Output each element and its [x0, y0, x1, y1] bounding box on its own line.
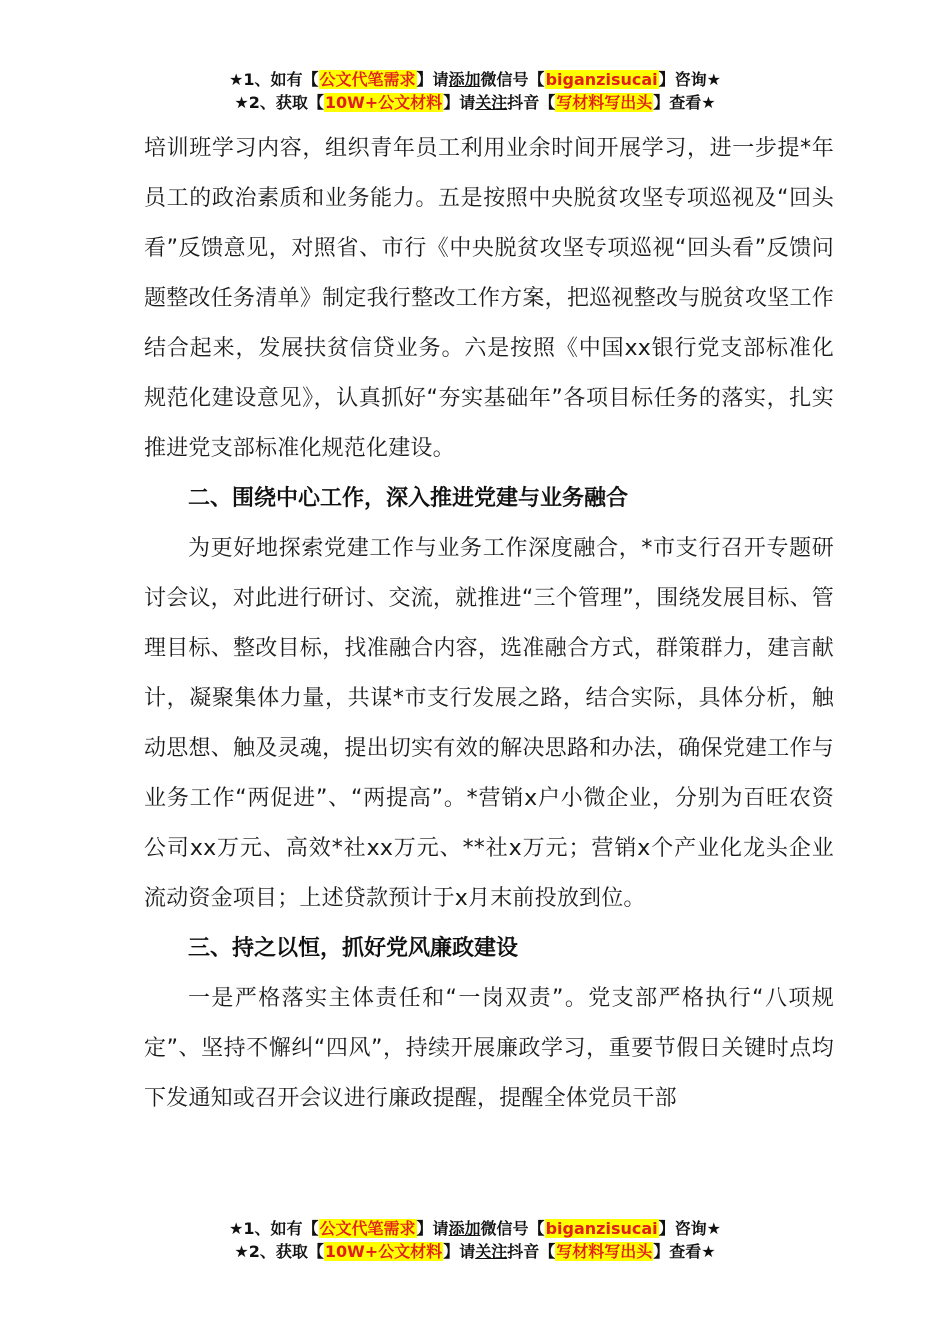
banner-text: 】咨询★ — [658, 1219, 721, 1238]
banner-highlight: 写材料写出头 — [556, 93, 653, 112]
document-body — [144, 124, 834, 1124]
paragraph-2: 为更好地探索党建工作与业务工作深度融合，*市支行召开专题研讨会议，对此进行研讨、交流，就推进“三个管理”，围绕发展目标、管理目标、整改目标，找准融合内容，选准融合方式，群策群力，建言献计，凝聚集体力量，共谋*市支行发展之路，结合实际，具体分析，触动思想、触及灵魂，提出切实有效的解决思路和办法，确保党建工作与业务工作“两促进”、“两提高”。*营销x户小微企业，分别为百旺农资公司xx万元、高效*社xx万元、**社x万元；营销x个产业化龙头企业流动资金项目；上述贷款预计于x月末前投放到位。 — [144, 536, 834, 911]
banner-underline: 关注 — [475, 93, 508, 112]
banner-text: ★2、获取【 — [234, 93, 324, 112]
banner-text: 】请 — [416, 1219, 449, 1238]
banner-underline: 添加 — [448, 70, 481, 89]
banner-highlight: 公文代笔需求 — [319, 1219, 416, 1238]
banner-text: 微信号【 — [480, 70, 545, 89]
banner-text: 】咨询★ — [658, 70, 721, 89]
banner-text: 】请 — [416, 70, 449, 89]
banner-line-2 — [0, 1240, 950, 1263]
section-heading-2: 二、围绕中心工作，深入推进党建与业务融合 — [188, 486, 629, 511]
section-heading-3: 三、持之以恒，抓好党风廉政建设 — [188, 936, 519, 961]
banner-text: 】查看★ — [653, 93, 716, 112]
banner-underline: 添加 — [448, 1219, 481, 1238]
banner-underline: 关注 — [475, 1242, 508, 1261]
banner-text: 】请 — [443, 1242, 476, 1261]
banner-highlight: biganzisucai — [545, 70, 658, 89]
header-banner — [0, 68, 950, 114]
banner-text: ★1、如有【 — [229, 1219, 319, 1238]
banner-text: 微信号【 — [480, 1219, 545, 1238]
banner-line-1 — [0, 1217, 950, 1240]
footer-banner — [0, 1217, 950, 1263]
banner-highlight: 10W+公文材料 — [324, 1242, 443, 1261]
banner-text: 抖音【 — [507, 93, 556, 112]
banner-line-2 — [0, 91, 950, 114]
banner-line-1 — [0, 68, 950, 91]
paragraph-1: 培训班学习内容，组织青年员工利用业余时间开展学习，进一步提*年员工的政治素质和业务能力。五是按照中央脱贫攻坚专项巡视及“回头看”反馈意见，对照省、市行《中央脱贫攻坚专项巡视“回头看”反馈问题整改任务清单》制定我行整改工作方案，把巡视整改与脱贫攻坚工作结合起来，发展扶贫信贷业务。六是按照《中国xx银行党支部标准化规范化建设意见》，认真抓好“夯实基础年”各项目标任务的落实，扎实推进党支部标准化规范化建设。 — [144, 136, 834, 461]
paragraph-3: 一是严格落实主体责任和“一岗双责”。党支部严格执行“八项规定”、坚持不懈纠“四风”，持续开展廉政学习，重要节假日关键时点均下发通知或召开会议进行廉政提醒，提醒全体党员干部 — [144, 986, 834, 1111]
banner-highlight: 公文代笔需求 — [319, 70, 416, 89]
banner-text: ★1、如有【 — [229, 70, 319, 89]
banner-text: 】查看★ — [653, 1242, 716, 1261]
banner-highlight: 10W+公文材料 — [324, 93, 443, 112]
banner-highlight: biganzisucai — [545, 1219, 658, 1238]
banner-text: ★2、获取【 — [234, 1242, 324, 1261]
banner-text: 抖音【 — [507, 1242, 556, 1261]
banner-text: 】请 — [443, 93, 476, 112]
banner-highlight: 写材料写出头 — [556, 1242, 653, 1261]
